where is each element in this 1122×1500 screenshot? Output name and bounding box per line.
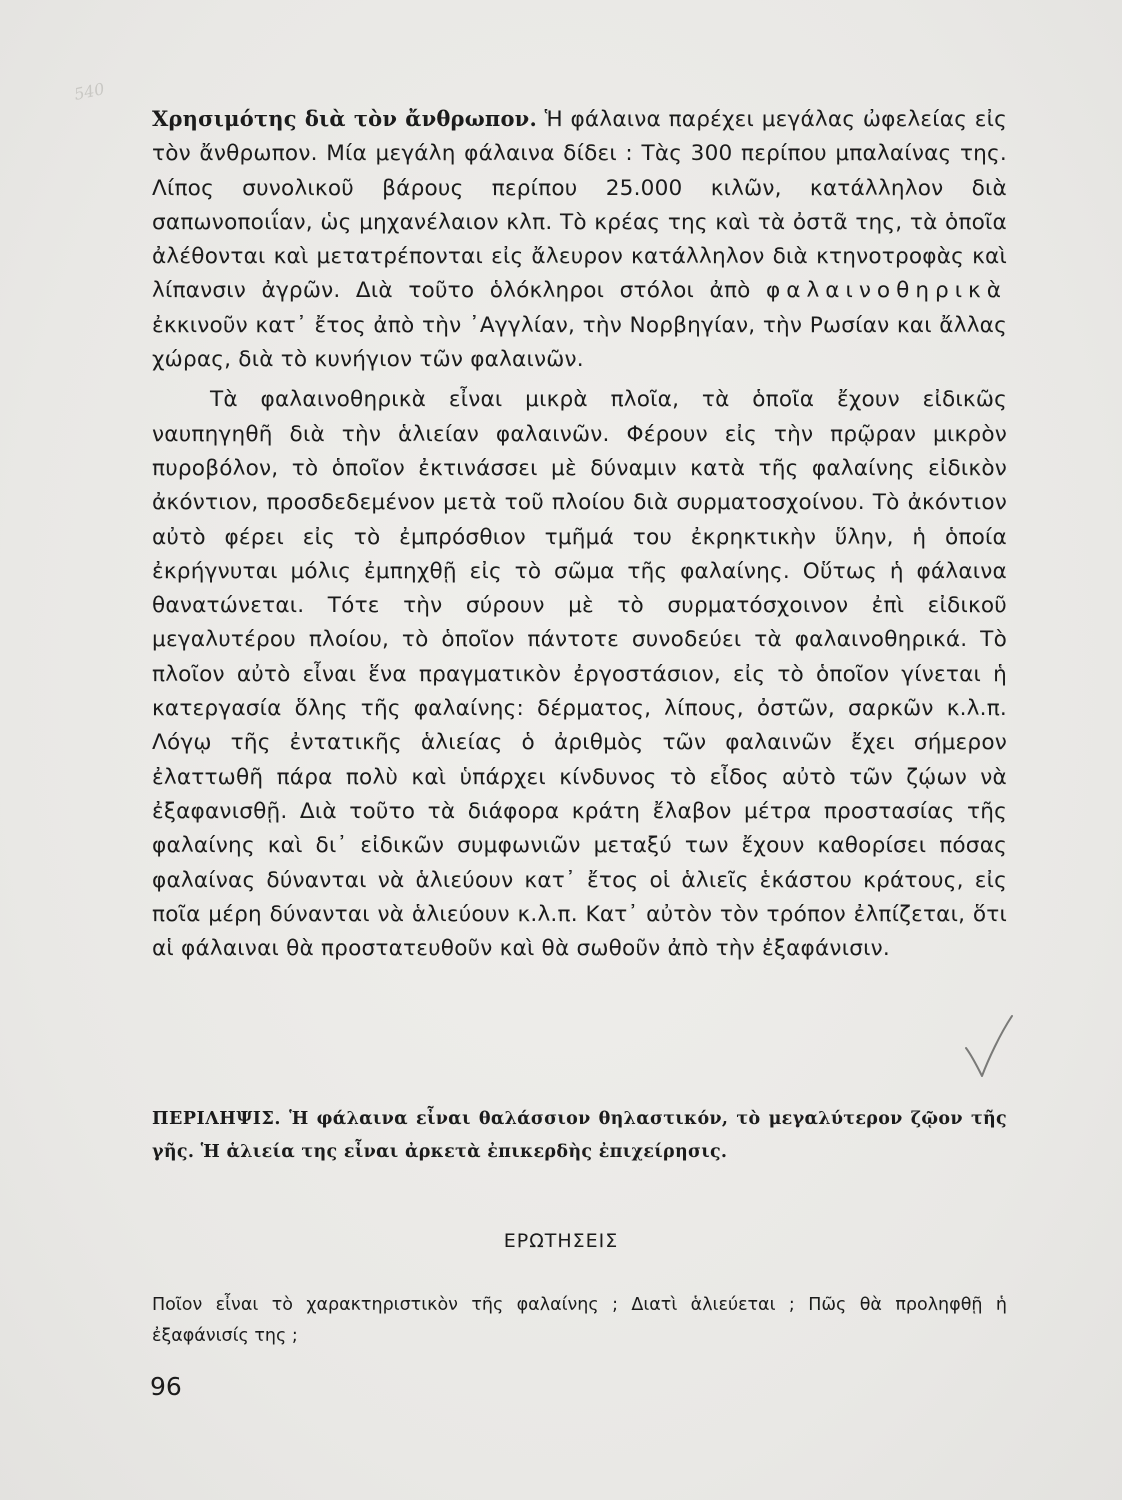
summary-label: ΠΕΡΙΛΗΨΙΣ. bbox=[152, 1109, 281, 1129]
summary bbox=[152, 1103, 1007, 1169]
page-number: 96 bbox=[150, 1372, 182, 1401]
paragraph-text: ἐκκινοῦν κατ᾽ ἔτος ἀπὸ τὴν ᾿Αγγλίαν, τὴν Νορβηγίαν, τὴν Ρωσίαν και ἄλλας χώρας, διὰ τὸ κυνήγιον τῶν φαλαινῶν. bbox=[152, 312, 1007, 373]
summary-text: Ἡ φάλαινα εἶναι θαλάσσιον θηλαστικόν, τὸ μεγαλύτερον ζῷον τῆς γῆς. Ἡ ἁλιεία της εἶναι ἀρκετὰ ἐπικερδὴς ἐπιχείρησις. bbox=[152, 1109, 1007, 1162]
paragraph-whaling-ships: Τὰ φαλαινοθηρικὰ εἶναι μικρὰ πλοῖα, τὰ ὁποῖα ἔχουν εἰδικῶς ναυπηγηθῆ διὰ τὴν ἁλιείαν φαλαινῶν. Φέρουν εἰς τὴν πρῷραν μικρὸν πυροβόλον, τὸ ὁποῖον ἐκτινάσσει μὲ δύναμιν κατὰ τῆς φαλαίνης εἰδικὸν ἀκόντιον, προσδεδεμένον μετὰ τοῦ πλοίου διὰ συρματοσχοίνου. Τὸ ἀκόντιον αὐτὸ φέρει εἰς τὸ ἐμπρόσθιον τμῆμά του ἐκρηκτικὴν ὕλην, ἡ ὁποία ἐκρήγνυται μόλις ἐμπηχθῇ εἰς τὸ σῶμα τῆς φαλαίνης. Οὕτως ἡ φάλαινα θανατώνεται. Τότε τὴν σύρουν μὲ τὸ συρματόσχοινον ἐπὶ εἰδικοῦ μεγαλυτέρου πλοίου, τὸ ὁποῖον πάντοτε συνοδεύει τὰ φαλαινοθηρικά. Τὸ πλοῖον αὐτὸ εἶναι ἕνα πραγματικὸν ἐργοστάσιον, εἰς τὸ ὁποῖον γίνεται ἡ κατεργασία ὅλης τῆς φαλαίνης: δέρματος, λίπους, ὀστῶν, σαρκῶν κ.λ.π. Λόγῳ τῆς ἐντατικῆς ἁλιείας ὁ ἀριθμὸς τῶν φαλαινῶν ἔχει σήμερον ἐλαττωθῆ πάρα πολὺ καὶ ὑπάρχει κίνδυνος τὸ εἶδος αὐτὸ τῶν ζῴων νὰ ἐξαφανισθῇ. Διὰ τοῦτο τὰ διάφορα κράτη ἔλαβον μέτρα προστασίας τῆς φαλαίνης καὶ δι᾽ εἰδικῶν συμφωνιῶν μεταξύ των ἔχουν καθορίσει πόσας φαλαίνας δύνανται νὰ ἁλιεύουν κατ᾽ ἔτος οἱ ἁλιεῖς ἑκάστου κράτους, εἰς ποῖα μέρη δύνανται νὰ ἁλιεύουν κ.λ.π. Κατ᾽ αὐτὸν τὸν τρόπον ἐλπίζεται, ὅτι αἱ φάλαιναι θὰ προστατευθοῦν καὶ θὰ σωθοῦν ἀπὸ τὴν ἐξαφάνισιν. bbox=[152, 387, 1007, 962]
pencil-checkmark-icon bbox=[960, 1012, 1020, 1080]
main-text bbox=[152, 102, 1007, 966]
paragraph-text: Ἡ φάλαινα παρέχει μεγάλας ὠφελείας εἰς τὸν ἄνθρωπον. Μία μεγάλη φάλαινα δίδει : Τὰς 300 περίπου μπαλαίνας της. Λίπος συνολικοῦ βάρους περίπου 25.000 κιλῶν, κατάλληλον διὰ σαπωνοποιΐαν, ὡς μηχανέλαιον κλπ. Τὸ κρέας της καὶ τὰ ὀστᾶ της, τὰ ὁποῖα ἀλέθονται καὶ μετατρέπονται εἰς ἄλευρον κατάλληλον διὰ κτηνοτροφὰς καὶ λίπανσιν ἀγρῶν. Διὰ τοῦτο ὁλόκληροι στόλοι ἀπὸ bbox=[152, 107, 1007, 304]
pencil-annotation: 540 bbox=[72, 79, 107, 104]
spaced-word: φαλαινοθηρικὰ bbox=[766, 278, 1007, 304]
questions-text: Ποῖον εἶναι τὸ χαρακτηριστικὸν τῆς φαλαίνης ; Διατὶ ἁλιεύεται ; Πῶς θὰ προληφθῇ ἡ ἐξαφάνισίς της ; bbox=[152, 1295, 1007, 1346]
section-heading: Χρησιμότης διὰ τὸν ἄνθρωπον. bbox=[152, 106, 537, 131]
questions-heading: ΕΡΩΤΗΣΕΙΣ bbox=[503, 1230, 619, 1252]
paragraph-usefulness bbox=[152, 102, 1007, 377]
